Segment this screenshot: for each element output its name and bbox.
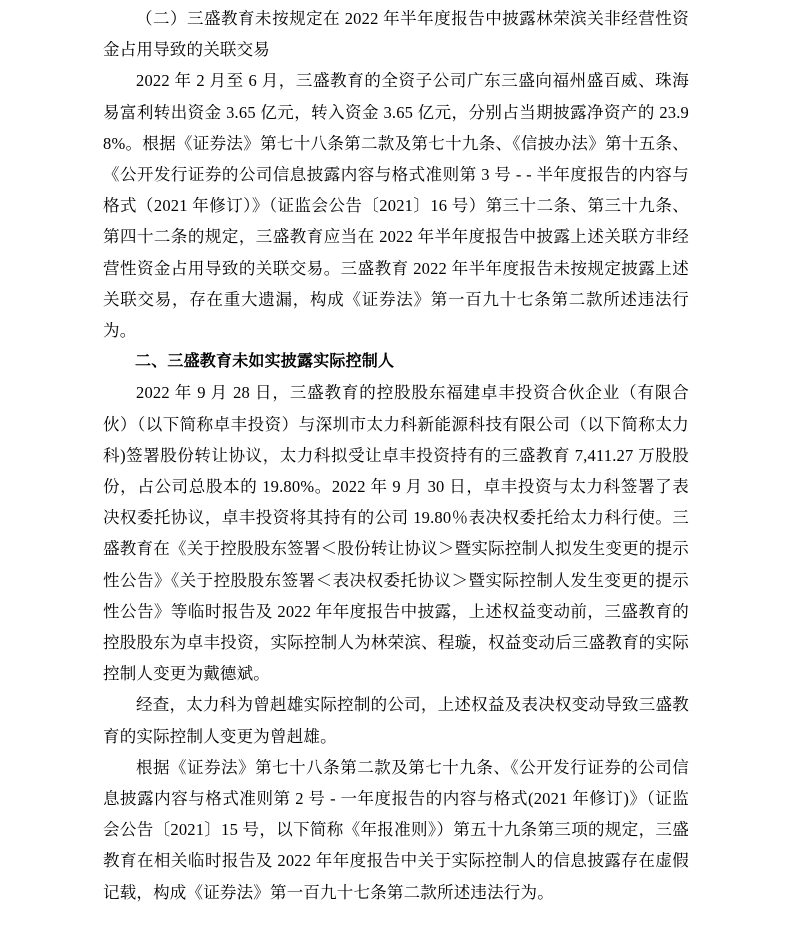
body-paragraph: 2022 年 9 月 28 日，三盛教育的控股股东福建卓丰投资合伙企业（有限合伙）（以下简称卓丰投资）与深圳市太力科新能源科技有限公司（以下简称太力科)签署股份转让协议，太力科拟受让卓丰投资持有的三盛教育 7,411.27 万股股份，占公司总股本的 19.80%。2022 年 9 月 30 日，卓丰投资与太力科签署了表决权委托协议，卓丰投资将其持有的公司 19.80％表决权委托给太力科行使。三盛教育在《关于控股股东签署＜股份转让协议＞暨实际控制人拟发生变更的提示性公告》《关于控股股东签署＜表决权委托协议＞暨实际控制人发生变更的提示性公告》等临时报告及 2022 年年度报告中披露，上述权益变动前，三盛教育的控股股东为卓丰投资，实际控制人为林荣滨、程璇，权益变动后三盛教育的实际控制人变更为戴德斌。 bbox=[103, 383, 689, 684]
document-body bbox=[103, 3, 689, 908]
body-paragraph: 2022 年 2 月至 6 月，三盛教育的全资子公司广东三盛向福州盛百威、珠海易富利转出资金 3.65 亿元，转入资金 3.65 亿元，分别占当期披露净资产的 23.98%。根据《证券法》第七十八条第二款及第七十九条、《信披办法》第十五条、《公开发行证券的公司信息披露内容与格式准则第 3 号 - - 半年度报告的内容与格式（2021 年修订）》（证监会公告〔2021〕16 号）第三十二条、第三十九条、第四十二条的规定，三盛教育应当在 2022 年半年度报告中披露上述关联方非经营性资金占用导致的关联交易。三盛教育 2022 年半年度报告未按规定披露上述关联交易，存在重大遗漏，构成《证券法》第一百九十七条第二款所述违法行为。 bbox=[103, 71, 689, 341]
section-heading: 二、三盛教育未如实披露实际控制人 bbox=[135, 353, 395, 371]
sub-section-heading: （二）三盛教育未按规定在 2022 年半年度报告中披露林荣滨关非经营性资金占用导致的关联交易 bbox=[103, 9, 689, 60]
body-paragraph: 根据《证券法》第七十八条第二款及第七十九条、《公开发行证券的公司信息披露内容与格式准则第 2 号 - 一年度报告的内容与格式(2021 年修订)》（证监会公告〔2021〕15 号，以下简称《年报准则》）第五十九条第三项的规定，三盛教育在相关临时报告及 2022 年年度报告中关于实际控制人的信息披露存在虚假记载，构成《证券法》第一百九十七条第二款所述违法行为。 bbox=[103, 757, 689, 902]
body-paragraph: 经查，太力科为曾赳雄实际控制的公司，上述权益及表决权变动导致三盛教育的实际控制人变更为曾赳雄。 bbox=[103, 695, 689, 746]
